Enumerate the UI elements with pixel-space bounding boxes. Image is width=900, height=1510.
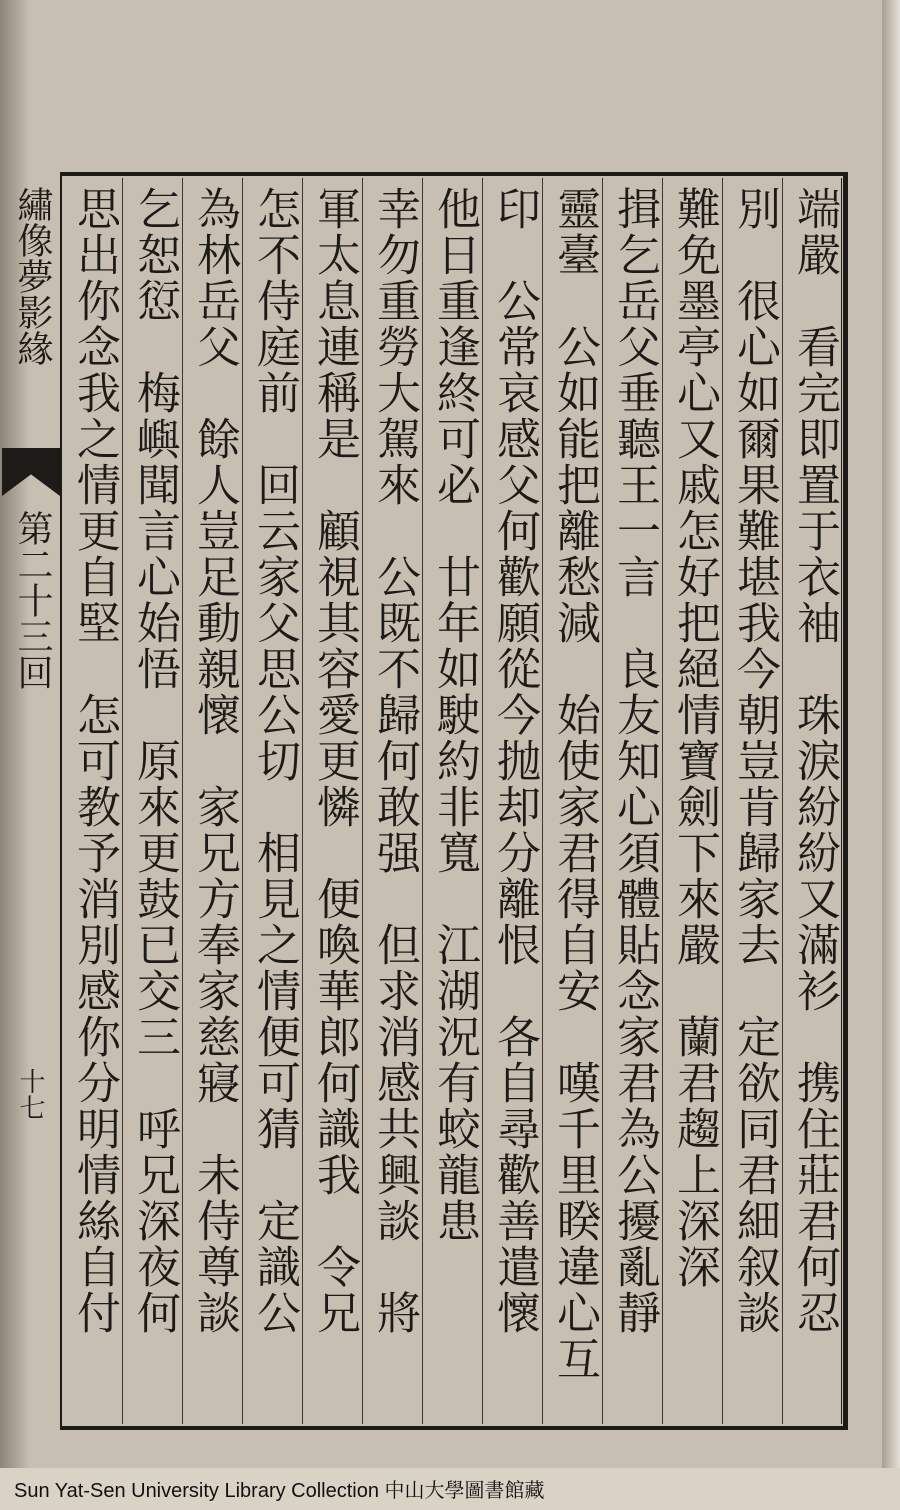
text-column-10: 怎不侍庭前 回云家父思公切 相見之情便可猜 定識公 <box>249 186 300 1336</box>
text-column-1: 端嚴 看完即置于衣袖 珠淚紛紛又滿衫 携住莊君何忍 <box>789 186 840 1336</box>
text-column-3: 難免墨亭心又戚怎好把絕情寶劍下來嚴 蘭君趨上深深 <box>669 186 720 1290</box>
text-column-9: 軍太息連稱是 顧視其容愛更憐 便喚華郎何識我 令兄 <box>309 186 360 1336</box>
text-column-4: 揖乞岳父垂聽王一言 良友知心須體貼念家君為公擾亂靜 <box>609 186 660 1336</box>
page-number: 十七 <box>15 1068 45 1120</box>
text-column-6: 印 公常哀感父何歡願從今抛却分離恨 各自尋歡善遣懷 <box>489 186 540 1336</box>
text-column-13: 思出你念我之情更自堅 怎可教予消別感你分明情絲自付 <box>69 186 120 1336</box>
text-column-8: 幸勿重勞大駕來 公既不歸何敢强 但求消感共興談 將 <box>369 186 420 1336</box>
text-column-2: 別 很心如爾果難堪我今朝豈肯歸家去 定欲同君細叙談 <box>729 186 780 1336</box>
collection-caption: Sun Yat-Sen University Library Collection 中山大學圖書館藏 <box>14 1480 545 1502</box>
page-edge <box>882 0 900 1468</box>
text-column-5: 靈臺 公如能把離愁減 始使家君得自安 嘆千里睽違心互 <box>549 186 600 1382</box>
book-title: 繡像夢影緣 <box>12 186 53 366</box>
chapter-label: 第二十三回 <box>12 510 53 690</box>
text-column-12: 乞恕愆 梅嶼聞言心始悟 原來更鼓已交三 呼兄深夜何 <box>129 186 180 1336</box>
text-column-7: 他日重逢終可必 廿年如駛約非寬 江湖況有蛟龍患 <box>429 186 480 1244</box>
text-column-11: 為林岳父 餘人豈足動親懷 家兄方奉家慈寢 未侍尊談 <box>189 186 240 1336</box>
